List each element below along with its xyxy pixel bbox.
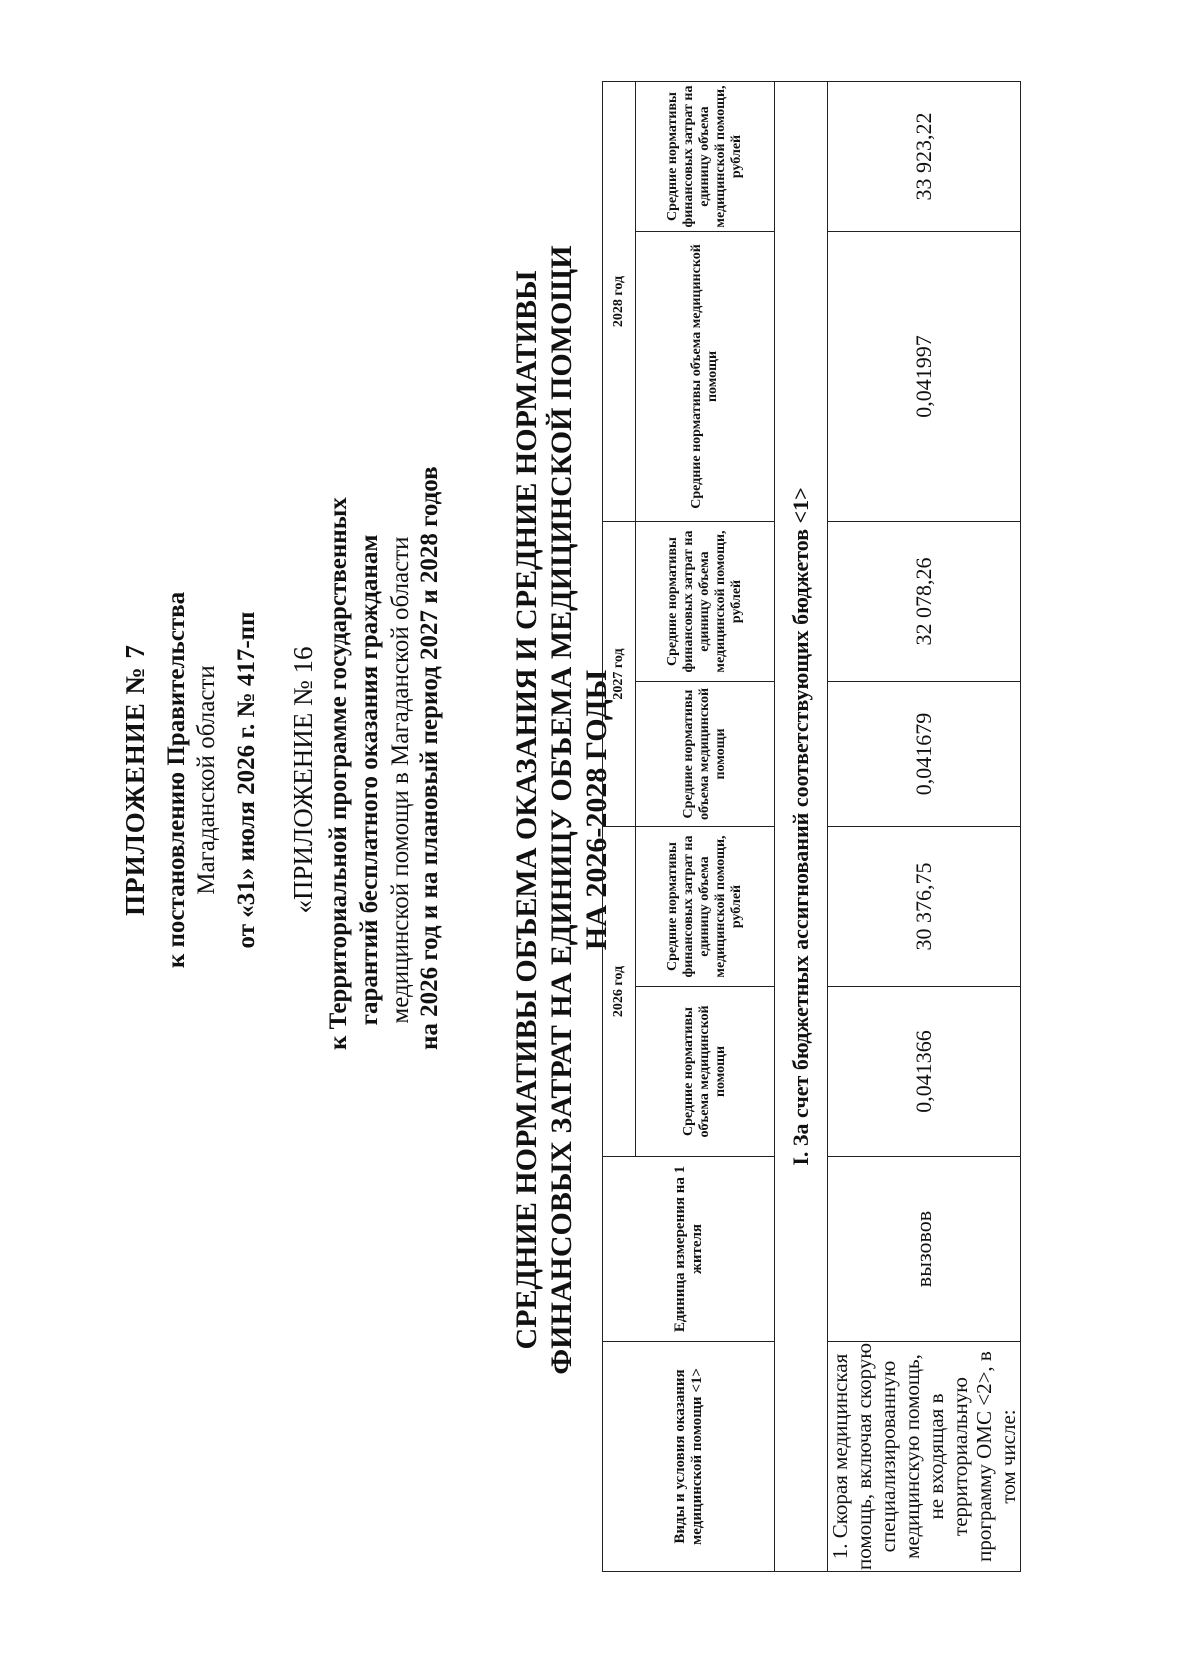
year-header: 2026 год xyxy=(603,827,636,1157)
year-header: 2028 год xyxy=(603,82,636,522)
row-cost-2027: 32 078,26 xyxy=(828,522,1021,682)
appendix-title: ПРИЛОЖЕНИЕ № 7 xyxy=(120,644,150,916)
header-line: от «31» июля 2026 г. № 417-пп xyxy=(233,611,260,949)
year-header: 2027 год xyxy=(603,522,636,827)
sub-header-cost: Средние нормативы финансовых затрат на единицу объема медицинской помощи, рублей xyxy=(636,522,775,682)
header-line: на 2026 год и на плановый период 2027 и 2028 годов xyxy=(416,466,443,1050)
appendix-16-title: «ПРИЛОЖЕНИЕ № 16 xyxy=(288,646,318,914)
header-line: Магаданской области xyxy=(193,665,220,895)
document-title-line: ФИНАНСОВЫХ ЗАТРАТ НА ЕДИНИЦУ ОБЪЕМА МЕДИЦИНСКОЙ ПОМОЩИ xyxy=(545,245,578,1375)
header-line: к постановлению Правительства xyxy=(163,591,190,969)
sub-header-volume: Средние нормативы объема медицинской помощи xyxy=(636,987,775,1157)
row-unit: вызовов xyxy=(828,1157,1021,1342)
header-line: медицинской помощи в Магаданской области xyxy=(387,536,414,1024)
row-volume-2028: 0,041997 xyxy=(828,232,1021,522)
header-line: к Территориальной программе государственных xyxy=(325,497,352,1050)
document-title-line: СРЕДНИЕ НОРМАТИВЫ ОБЪЕМА ОКАЗАНИЯ И СРЕДНИЕ НОРМАТИВЫ xyxy=(510,270,543,1350)
row-description: 1. Скорая медицинская помощь, включая скорую специализированную медицинскую помощь, не входящая в территориальную программу ОМС <2>, в том числе: xyxy=(828,1342,1020,1571)
row-volume-2026: 0,041366 xyxy=(828,987,1021,1157)
table-row xyxy=(828,82,1021,1572)
norms-table xyxy=(602,81,1021,1572)
row-cost-2028: 33 923,22 xyxy=(828,82,1021,232)
document-page xyxy=(50,40,1150,1610)
sub-header-volume: Средние нормативы объема медицинской помощи xyxy=(636,682,775,827)
col-header-unit: Единица измерения на 1 жителя xyxy=(603,1157,775,1342)
section-header: I. За счет бюджетных ассигнований соответствующих бюджетов <1> xyxy=(775,82,828,1572)
document-title-line: НА 2026-2028 ГОДЫ xyxy=(580,669,613,951)
sub-header-cost: Средние нормативы финансовых затрат на единицу объема медицинской помощи, рублей xyxy=(636,827,775,987)
header-line: гарантий бесплатного оказания гражданам xyxy=(356,534,383,1026)
row-cost-2026: 30 376,75 xyxy=(828,827,1021,987)
sub-header-volume: Средние нормативы объема медицинской помощи xyxy=(636,232,775,522)
sub-header-cost: Средние нормативы финансовых затрат на единицу объема медицинской помощи, рублей xyxy=(636,82,775,232)
col-header-type: Виды и условия оказания медицинской помощи <1> xyxy=(603,1342,775,1572)
row-volume-2027: 0,041679 xyxy=(828,682,1021,827)
